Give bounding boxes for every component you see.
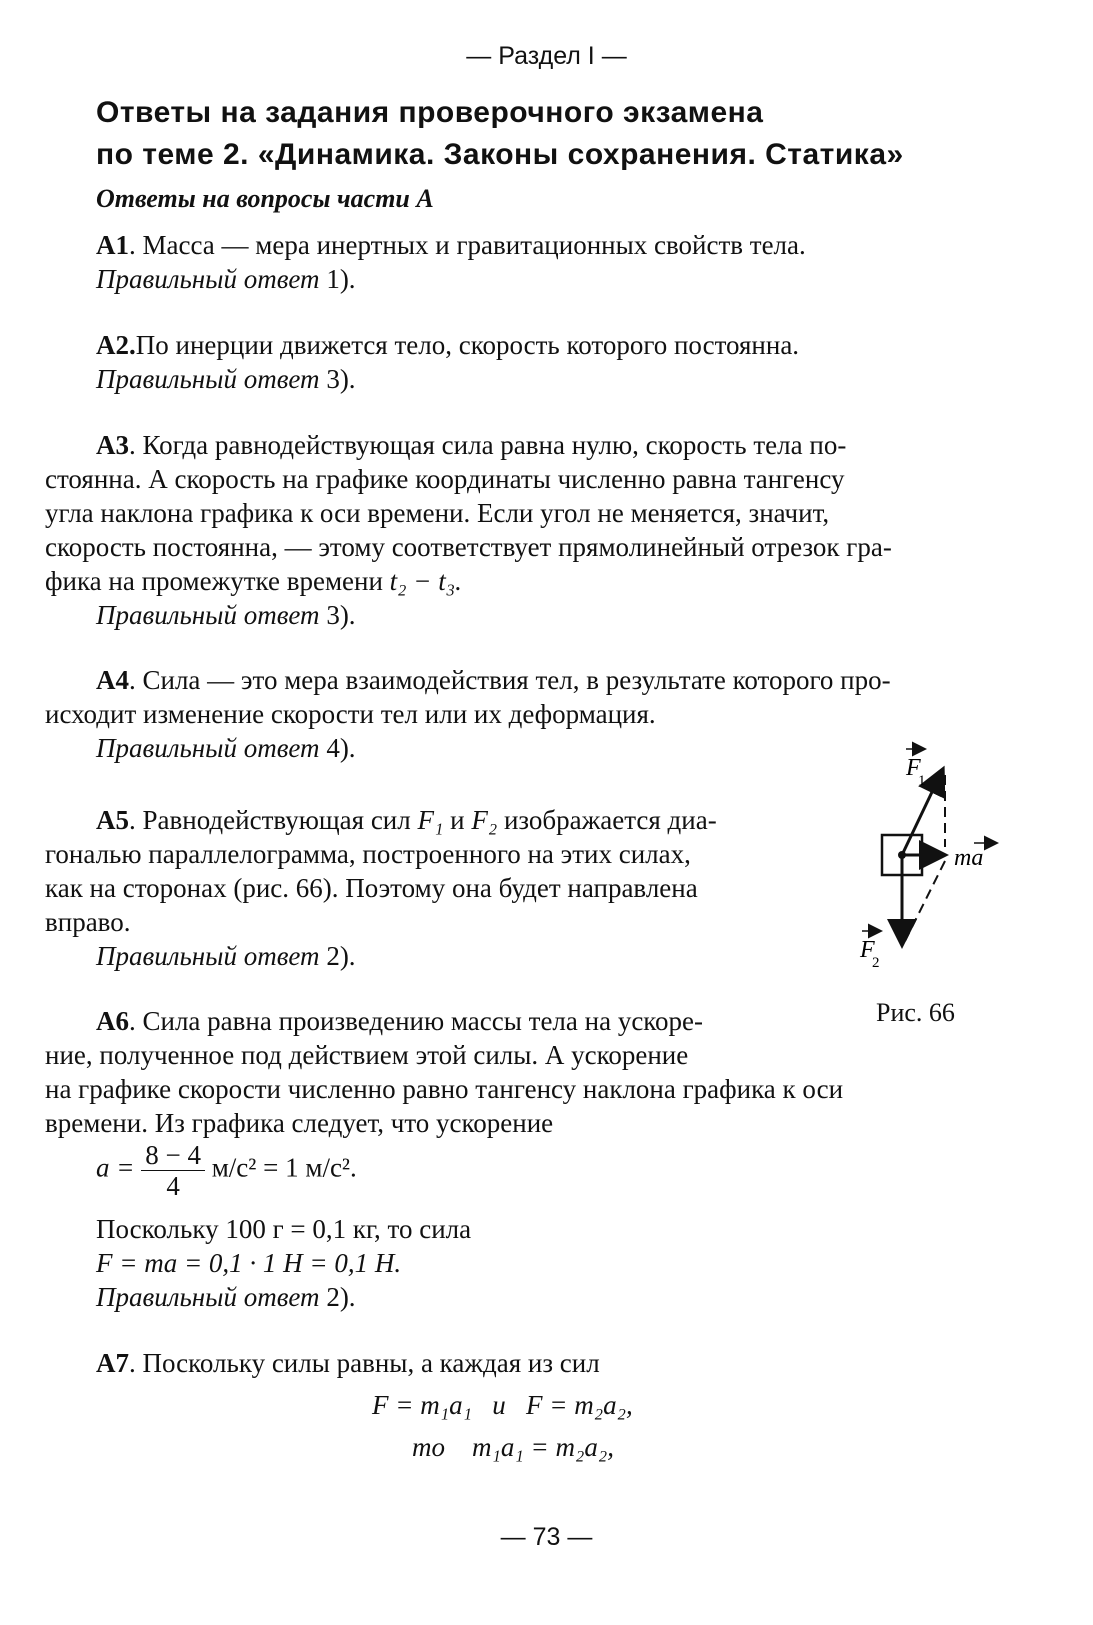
a5-f2: F₂ [471,805,498,835]
a5-label: А5 [96,805,129,835]
a7-text: . Поскольку силы равны, а каждая из сил [129,1348,600,1378]
answer-a6 [45,1004,1055,1140]
a4-label: А4 [96,665,129,695]
answer-a7 [45,1346,1045,1380]
answer-a5 [45,803,825,973]
title-line-1: Ответы на задания проверочного экзамена [96,96,764,129]
a5-line-1-mid: и [443,805,472,835]
force-parallelogram-figure [850,735,1030,995]
a7-formula-1: F = m₁a₁ и F = m₂a₂, [372,1390,633,1420]
a5-line-1-post: изображается диа- [497,805,717,835]
answer-a6-continued [45,1212,1045,1314]
a3-interval: t₂ − t₃. [389,566,462,596]
a6-label: А6 [96,1006,129,1036]
a5-answer-label: Правильный ответ [96,941,320,971]
a6-line-4: времени. Из графика следует, что ускорение [45,1108,554,1138]
a1-answer-label: Правильный ответ [96,264,320,294]
answer-a3 [45,428,1055,632]
f2-subscript: 2 [872,955,880,971]
page-title [96,92,904,176]
acceleration-formula [96,1140,357,1201]
ma-label: ma [954,845,984,871]
a2-label: А2. [96,330,136,360]
a5-f1: F₁ [417,805,444,835]
dashed-side-lower [905,861,945,941]
a6-line-3: на графике скорости численно равно тангенсу наклона графика к оси [45,1074,844,1104]
a3-line-1: . Когда равнодействующая сила равна нулю, скорость тела по- [129,430,847,460]
a5-line-4: вправо. [45,907,131,937]
section-header: — Раздел I — [466,42,627,70]
formula-denominator: 4 [166,1171,180,1201]
formula-rhs: м/с² = 1 м/с². [211,1152,357,1183]
a5-line-3: как на сторонах (рис. 66). Поэтому она будет направлена [45,873,698,903]
a7-label: А7 [96,1348,129,1378]
answer-a2 [45,328,1045,396]
a4-line-1: . Сила — это мера взаимодействия тел, в результате которого про- [129,665,891,695]
a6-mass-line: Поскольку 100 г = 0,1 кг, то сила [96,1214,472,1244]
f1-subscript: 1 [918,773,926,789]
f2-label: F [860,937,875,963]
a1-label: А1 [96,230,129,260]
a3-answer-label: Правильный ответ [96,600,320,630]
a3-line-2: стоянна. А скорость на графике координаты численно равна тангенсу [45,464,845,494]
title-line-2: по теме 2. «Динамика. Законы сохранения. Статика» [96,138,904,171]
a5-answer-value: 2). [326,941,356,971]
a2-text: По инерции движется тело, скорость которого постоянна. [135,330,800,360]
f1-label: F [906,755,921,781]
formula-lhs: a = [96,1152,135,1183]
body-center-dot [898,851,906,859]
a4-answer-label: Правильный ответ [96,733,320,763]
page-number: — 73 — [500,1523,593,1551]
subtitle: Ответы на вопросы части А [96,184,434,213]
a4-line-2: исходит изменение скорости тел или их деформация. [45,699,656,729]
a3-line-4: скорость постоянна, — этому соответствует прямолинейный отрезок гра- [45,532,892,562]
a3-label: А3 [96,430,129,460]
a1-text: . Масса — мера инертных и гравитационных свойств тела. [129,230,806,260]
a6-answer-label: Правильный ответ [96,1282,320,1312]
a6-answer-value: 2). [326,1282,356,1312]
formula-fraction [141,1140,205,1201]
a1-answer-value: 1). [326,264,356,294]
figure-caption: Рис. 66 [876,998,955,1027]
a7-formula-2: то m₁a₁ = m₂a₂, [412,1432,615,1462]
a6-force-line: F = ma = 0,1 · 1 Н = 0,1 Н. [96,1248,402,1278]
a5-line-2: гональю параллелограмма, построенного на этих силах, [45,839,691,869]
a4-answer-value: 4). [326,733,356,763]
a6-line-1: . Сила равна произведению массы тела на ускоре- [129,1006,704,1036]
a3-line-5: фика на промежутке времени [45,566,383,596]
a3-answer-value: 3). [326,600,356,630]
a3-line-3: угла наклона графика к оси времени. Если угол не меняется, значит, [45,498,830,528]
a2-answer-value: 3). [326,364,356,394]
formula-numerator: 8 − 4 [141,1140,205,1171]
a6-line-2: ние, полученное под действием этой силы. А ускорение [45,1040,689,1070]
a5-line-1-pre: . Равнодействующая сил [129,805,411,835]
a2-answer-label: Правильный ответ [96,364,320,394]
answer-a1 [45,228,1045,296]
